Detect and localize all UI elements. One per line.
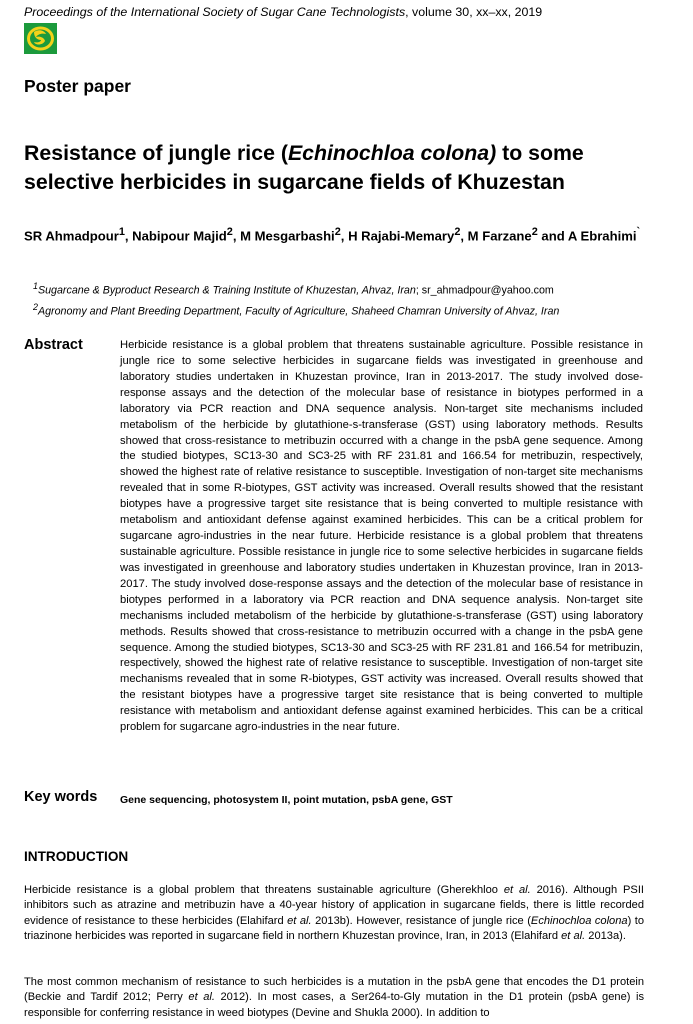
author-sup: 2 — [334, 226, 341, 238]
affiliation-text: Agronomy and Plant Breeding Department, Faculty of Agriculture, Shaheed Chamran University of Ahvaz, Iran — [37, 305, 560, 318]
author-sup: 2 — [226, 226, 233, 238]
text-run-italic: et al. — [503, 884, 531, 896]
text-run: 2013b). However, resistance of jungle rice ( — [311, 914, 531, 927]
text-run-italic: et al. — [188, 991, 215, 1004]
introduction-paragraph-1 — [24, 883, 644, 945]
issct-logo-icon — [24, 23, 57, 54]
keywords-heading: Key words — [24, 789, 98, 805]
introduction-heading: INTRODUCTION — [24, 849, 129, 864]
abstract-heading: Abstract — [24, 337, 83, 353]
author-sup: 2 — [454, 226, 461, 238]
text-run-italic: et al. — [287, 914, 312, 927]
abstract-text: Herbicide resistance is a global problem that threatens sustainable agriculture. Possible resistance in jungle rice to some selective herbicides in sugarcane fields was investigated in greenhouse and laboratory studies undertaken in Khuzestan province, Iran in 2013-2017. The study involved dose-response assays and the detection of the molecular base of resistance in biotypes performed in a laboratory via PCR reaction and DNA sequence analysis. Non-target site mechanisms included metabolism of the herbicide by glutathione-s-transferase (GST) using laboratory methods. Results showed that cross-resistance to metribuzin occurred with a change in the psbA gene sequence. Among the studied biotypes, SC13-30 and SC3-25 with RF 231.81 and 166.54 for metribuzin, respectively, showed the highest rate of relative resistance to susceptible. Investigation of non-target site mechanisms revealed that in some R-biotypes, GST activity was increased. Overall results showed that the resistant biotypes have a progressive target site resistance that is being converted to multiple resistance with metabolism and antioxidant defense against examined herbicides. This can be a critical problem for sugarcane agro-industries in the near future. Herbicide resistance is a global problem that threatens sustainable agriculture. Possible resistance in jungle rice to some selective herbicides in sugarcane fields was investigated in greenhouse and laboratory studies undertaken in Khuzestan province, Iran in 2013-2017. The study involved dose-response assays and the detection of the molecular base of resistance in biotypes performed in a laboratory via PCR reaction and DNA sequence analysis. Non-target site mechanisms included metabolism of the herbicide by glutathione-s-transferase (GST) using laboratory methods. Results showed that cross-resistance to metribuzin occurred with a change in the psbA gene sequence. Among the studied biotypes, SC13-30 and SC3-25 with RF 231.81 and 166.54 for metribuzin, respectively, showed the highest rate of relative resistance to susceptible. Investigation of non-target site mechanisms revealed that in some R-biotypes, GST activity was increased. Overall results showed that the resistant biotypes have a progressive target site resistance that is being converted to multiple resistance with metabolism and antioxidant defense against examined herbicides. This can be a critical problem for sugarcane agro-industries in the near future. — [120, 339, 643, 734]
author-list — [24, 223, 654, 245]
text-run-italic: et al. — [561, 930, 586, 943]
text-run: 2013a). — [585, 930, 626, 943]
author: Nabipour Majid — [132, 228, 227, 244]
text-run: Herbicide resistance is a global problem that threatens sustainable agriculture (Gherekhloo — [24, 884, 504, 896]
text-run: 2012). In most cases, a Ser264-to-Gly mutation in the D1 protein (psbA gene) is responsible for conferring resistance in weed biotypes (Devine and Shukla 2000). In addition to — [24, 991, 644, 1019]
author-sep: , — [460, 228, 468, 244]
affiliation-sup: 1 — [33, 281, 38, 291]
keywords-text: Gene sequencing, photosystem II, point mutation, psbA gene, GST — [120, 794, 453, 806]
affiliation-1 — [33, 278, 673, 299]
affiliation-2 — [33, 299, 673, 320]
author-sep: , — [124, 228, 133, 244]
author-sep: , — [232, 228, 241, 244]
author-sup: 2 — [531, 226, 538, 238]
affiliation-email[interactable]: ; sr_ahmadpour@yahoo.com — [415, 284, 554, 297]
title-species: Echinochloa colona) — [287, 141, 497, 165]
journal-header — [24, 5, 674, 19]
text-run: 2016). Although PSII inhibitors such as atrazine and metribuzin have a 40-year history of application in sugarcane fields, there is little recorded evidence of resistance to these herbicides (Elahifard — [24, 884, 644, 927]
author-sep: , — [340, 228, 349, 244]
introduction-paragraph-2 — [24, 975, 644, 1021]
journal-volume: , volume 30, xx–xx, 2019 — [405, 5, 543, 19]
paper-type-label: Poster paper — [24, 76, 131, 96]
title-part-2: to some selective herbicides in sugarcane fields of Khuzestan — [24, 141, 584, 194]
author: M Mesgarbashi — [240, 228, 335, 244]
author: M Farzane — [467, 228, 532, 244]
paper-title — [24, 139, 664, 197]
author: H Rajabi-Memary — [348, 228, 455, 244]
author-sup: ` — [636, 226, 641, 238]
author-sep: and — [537, 228, 568, 244]
author-sup: 1 — [118, 226, 125, 238]
affiliation-sup: 2 — [33, 301, 38, 312]
affiliation-list — [33, 278, 673, 319]
author: A Ebrahimi — [567, 228, 637, 244]
affiliation-text: Sugarcane & Byproduct Research & Training Institute of Khuzestan, Ahvaz, Iran — [37, 284, 416, 297]
text-run: ) to triazinone herbicides was reported in sugarcane field in northern Khuzestan province, Iran, in 2013 (Elahifard — [24, 914, 645, 943]
text-run-italic: Echinochloa colona — [530, 914, 628, 927]
author: SR Ahmadpour — [24, 228, 119, 244]
journal-name: Proceedings of the International Society of Sugar Cane Technologists — [24, 5, 406, 19]
text-run: The most common mechanism of resistance to such herbicides is a mutation in the psbA gene that encodes the D1 protein (Beckie and Tardif 2012; Perry — [24, 976, 644, 1004]
title-part-1: Resistance of jungle rice ( — [24, 141, 288, 165]
